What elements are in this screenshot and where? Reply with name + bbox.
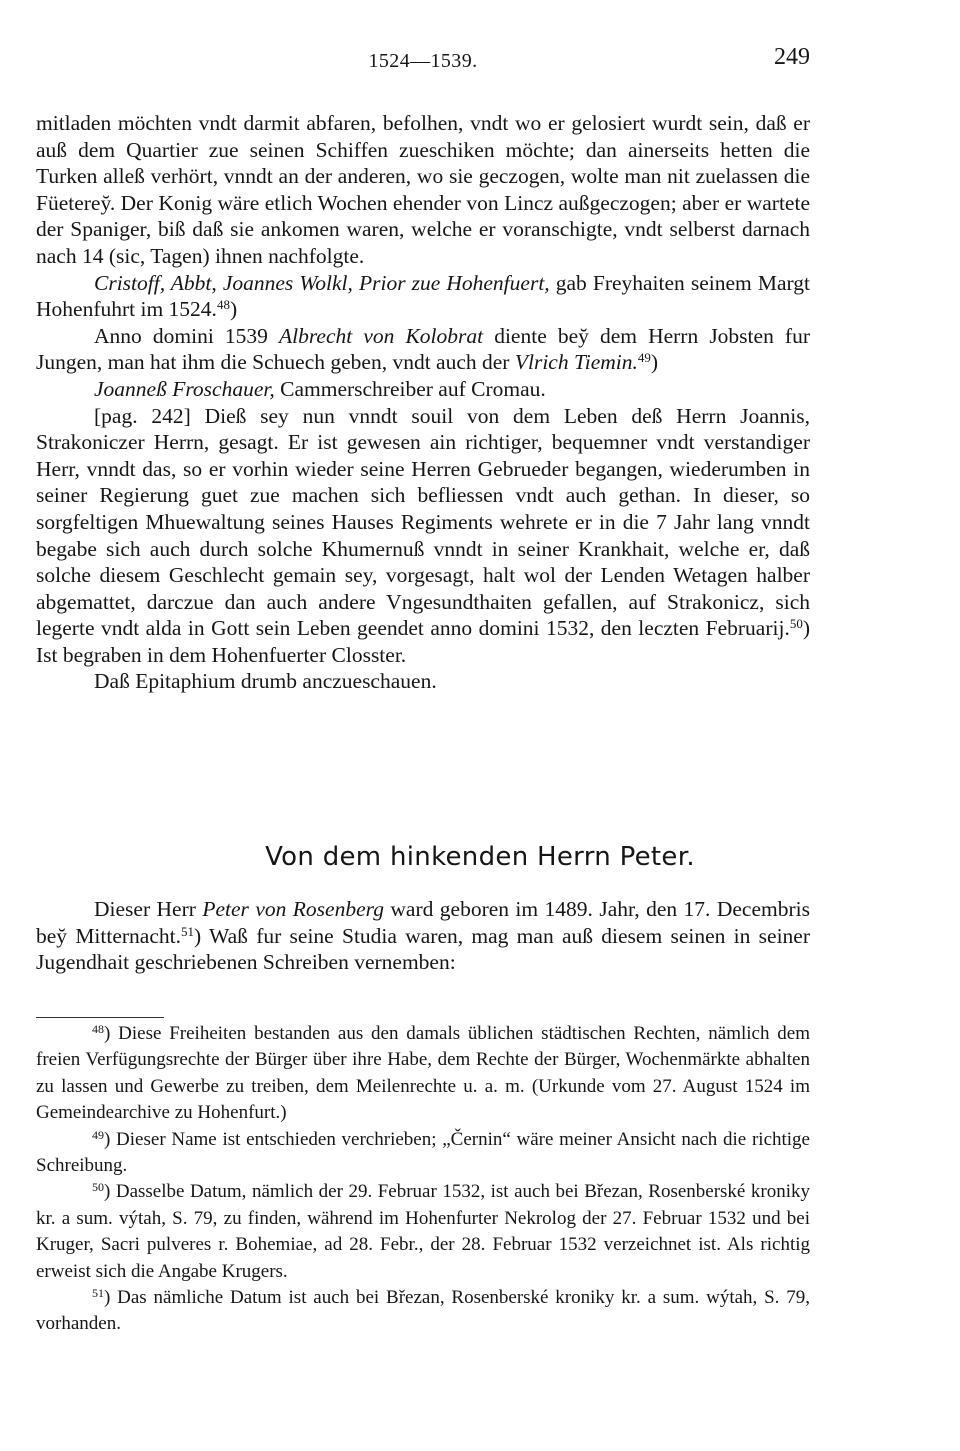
footnote-number: 51 — [92, 1286, 104, 1301]
running-head — [36, 44, 810, 76]
section-intro — [36, 896, 810, 976]
paragraph-5-text-a: [pag. 242] Dieß sey nun vnndt souil von dem Leben deß Herrn Joannis, Strakoniczer Herrn, gesagt. Er ist gewesen ain richtiger, bequemner vndt verstandiger Herr, vnndt das, so er vorhin wieder seine Herren Gebrueder begangen, wiederumben in seiner Regierung guet zue machen sich befliessen vndt auch gethan. In dieser, so sorgfeltigen Mhuewaltung seines Hauses Regiments wehrete er in die 7 Jahr lang vnndt begabe sich auch durch solche Khumernuß vnndt in seiner Krankhait, welche er, daß solche diesem Geschlecht gemain sey, vorgesagt, halt wol der Lenden Wetagen halber abgemattet, darczue dan auch andere Vngesundthaiten gefallen, auf Strakonicz, sich legerte vndt alda in Gott sein Leben geendet anno domini 1532, den leczten Februarij. — [36, 403, 810, 641]
footnote-divider — [36, 1017, 164, 1018]
footnote — [36, 1021, 810, 1127]
intro-text-b: ward geboren im 1489. Jahr, den 17. Decembris bey̆ Mitternacht. — [36, 897, 810, 948]
paragraph-3-name: Albrecht von Kolobrat — [278, 323, 484, 348]
section-title: Von dem hinkenden Herrn Peter. — [265, 842, 695, 872]
page-number: 249 — [774, 44, 810, 70]
footnote-text: ) Dieser Name ist entschieden verchrieben; „Černin“ wäre meiner Ansicht nach die richtige Schreibung. — [36, 1128, 810, 1177]
paragraph-3-text-a: Anno domini 1539 — [94, 323, 279, 348]
footnote-text: ) Dasselbe Datum, nämlich der 29. Februar 1532, ist auch bei Březan, Rosenberské kroniky kr. a sum. výtah, S. 79, zu finden, während im Hohenfurter Nekrolog der 27. Februar 1532 und bei Kruger, Sacri pulveres r. Bohemiae, ad 28. Febr., der 28. Februar 1532 verzeichnet ist. Als richtig erweist sich die Angabe Krugers. — [36, 1181, 810, 1282]
footnote-text: ) Das nämliche Datum ist auch bei Březan, Rosenberské kroniky kr. a sum. wýtah, S. 79, vorhanden. — [36, 1287, 810, 1335]
footnotes — [36, 1021, 810, 1338]
paragraph-2 — [36, 270, 810, 323]
footnote-number: 49 — [92, 1127, 104, 1142]
section-intro-paragraph — [36, 896, 810, 976]
paragraph-4-text: Cammerschreiber auf Cromau. — [274, 376, 546, 401]
footnote-number: 48 — [92, 1022, 104, 1036]
running-head-years: 1524—1539. — [368, 50, 478, 72]
paragraph-3-text-b: diente bey̆ dem Herrn Jobsten fur Jungen, man hat ihm die Schuech geben, vndt auch der — [36, 323, 810, 375]
paragraph-3 — [36, 323, 810, 376]
footnote-ref-48: 48 — [216, 297, 230, 313]
paragraph-3-name-2: Vlrich Tiemin. — [514, 350, 638, 375]
paragraph-3-tail: ) — [650, 350, 659, 375]
footnote-ref-49: 49 — [637, 350, 651, 366]
paragraph-4 — [36, 376, 810, 403]
paragraph-6: Daß Epitaphium drumb anczueschauen. — [94, 669, 437, 694]
paragraph-2-names: Cristoff, Abbt, Joannes Wolkl, Prior zue Hohenfuert, — [94, 270, 550, 295]
footnote-ref-50: 50 — [789, 616, 803, 632]
footnote-number: 50 — [92, 1180, 104, 1195]
footnote-text: ) Diese Freiheiten bestanden aus den damals üblichen städtischen Rechten, nämlich dem freien Verfügungsrechte der Bürger über ihre Habe, dem Rechte der Bürger, Wochenmärkte abhalten zu lassen und Gewerbe zu treiben, dem Meilenrechte u. a. m. (Urkunde vom 27. August 1524 im Gemeindearchive zu Hohenfurt.) — [36, 1023, 810, 1124]
paragraph-4-name: Joanneß Froschauer, — [94, 376, 275, 401]
footnote-ref-51: 51 — [181, 923, 194, 939]
intro-text-c: ) Waß fur seine Studia waren, mag man auß diesem seinen in seiner Jugendhait geschriebenen Schreiben vernemben: — [36, 923, 810, 975]
footnote — [36, 1179, 810, 1285]
intro-text-a: Dieser Herr — [94, 897, 203, 921]
paragraph-1: mitladen möchten vndt darmit abfaren, befolhen, vndt wo er gelosiert wurdt sein, daß er auß dem Quartier zue seinen Schiffen zueschiken möchte; dan ainerseits hetten die Turken alleß verhört, vnndt an der anderen, wo sie geczogen, wolte man nit zuelassen die Füeterey̆. Der Konig wäre etlich Wochen ehender von Lincz außgeczogen; aber er wartete der Spaniger, biß daß sie ankomen waren, welche er voranschigte, vndt selberst darnach nach 14 (sic, Tagen) ihnen nachfolgte. — [36, 111, 810, 268]
footnote — [36, 1127, 810, 1180]
paragraph-5-text-b: ) Ist begraben in dem Hohenfuerter Closster. — [36, 616, 810, 667]
paragraph-2-text: gab Freyhaiten seinem Margt Hohenfuhrt im 1524. — [36, 270, 810, 322]
main-text — [36, 110, 810, 695]
intro-name: Peter von Rosenberg — [202, 897, 384, 921]
paragraph-5 — [36, 403, 810, 669]
paragraph-2-tail: ) — [229, 297, 238, 322]
footnote — [36, 1285, 810, 1338]
